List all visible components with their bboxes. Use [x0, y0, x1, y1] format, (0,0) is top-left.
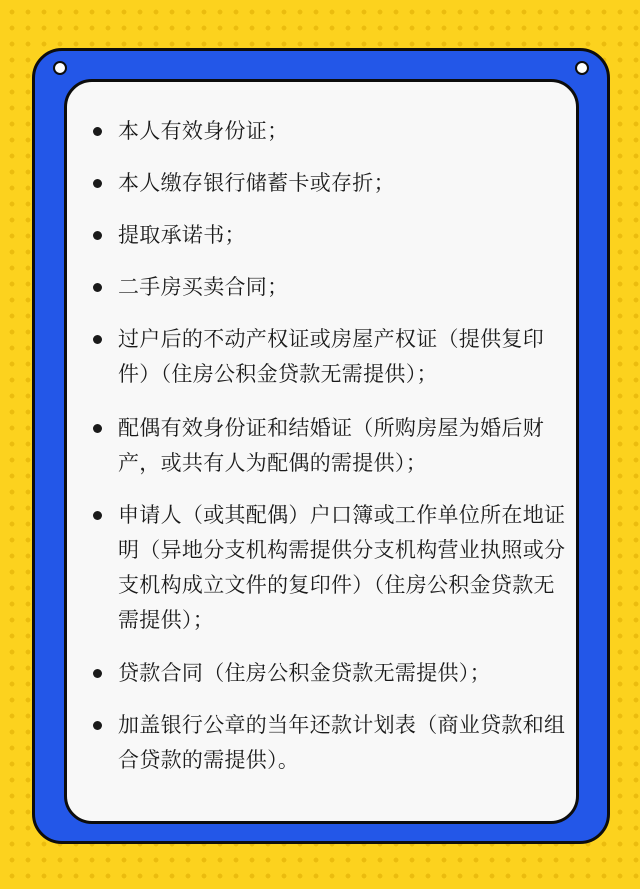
bullet-icon: [93, 335, 102, 344]
list-item-text: 贷款合同（住房公积金贷款无需提供）；: [118, 661, 491, 685]
bullet-icon: [93, 424, 102, 433]
list-item: [88, 166, 566, 201]
bullet-icon: [93, 721, 102, 730]
list-item-text: 提取承诺书；: [118, 223, 246, 247]
bullet-icon: [93, 669, 102, 678]
list-item-text: 二手房买卖合同；: [118, 275, 289, 299]
pin-right: [575, 61, 589, 75]
list-item: [88, 708, 566, 778]
list-item: [88, 218, 566, 253]
bullet-icon: [93, 511, 102, 520]
bullet-icon: [93, 179, 102, 188]
list-item-text: 本人缴存银行储蓄卡或存折；: [118, 171, 395, 195]
list-item: [88, 411, 566, 481]
list-item-text: 加盖银行公章的当年还款计划表（商业贷款和组合贷款的需提供）。: [118, 713, 566, 772]
list-item: [88, 114, 566, 149]
list-item: [88, 322, 566, 392]
bullet-icon: [93, 127, 102, 136]
bullet-icon: [93, 231, 102, 240]
list-item-text: 申请人（或其配偶）户口簿或工作单位所在地证明（异地分支机构需提供分支机构营业执照或分支机构成立文件的复印件）（住房公积金贷款无需提供）；: [118, 503, 566, 632]
required-documents-list: [88, 114, 566, 778]
pin-left: [53, 61, 67, 75]
list-item: [88, 498, 566, 638]
list-item: [88, 656, 566, 691]
list-item-text: 过户后的不动产权证或房屋产权证（提供复印件）（住房公积金贷款无需提供）；: [118, 327, 544, 386]
list-item: [88, 270, 566, 305]
bullet-icon: [93, 283, 102, 292]
list-item-text: 本人有效身份证；: [118, 119, 289, 143]
list-item-text: 配偶有效身份证和结婚证（所购房屋为婚后财产，或共有人为配偶的需提供）；: [118, 416, 544, 475]
